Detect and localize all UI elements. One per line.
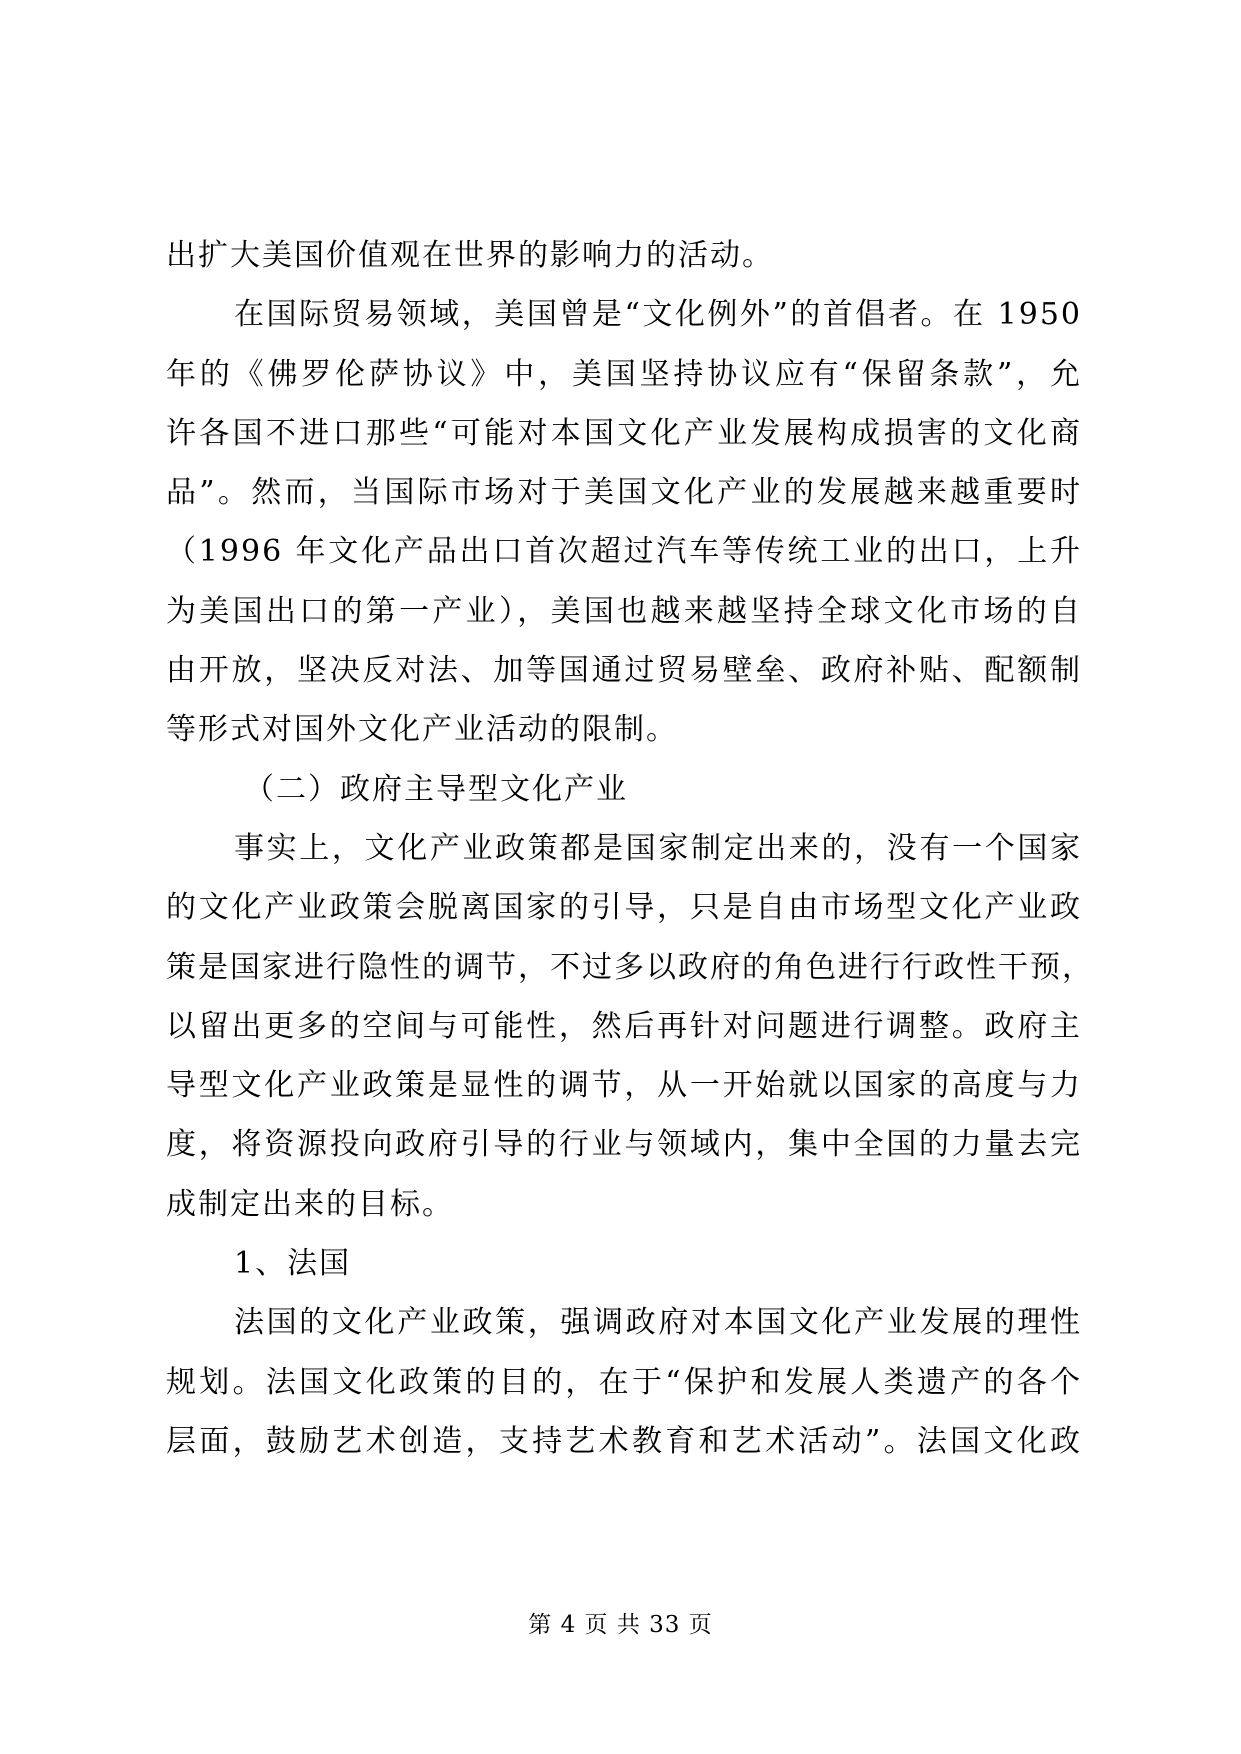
text-line: 在国际贸易领域，美国曾是“文化例外”的首倡者。在 1950 <box>234 297 1082 333</box>
text-line: 规划。法国文化政策的目的，在于“保护和发展人类遗产的各个 <box>166 1364 1082 1400</box>
text-line: 由开放，坚决反对法、加等国通过贸易壁垒、政府补贴、配额制 <box>166 653 1082 689</box>
paragraph-continuation <box>166 226 1082 285</box>
text-line: 导型文化产业政策是显性的调节，从一开始就以国家的高度与力 <box>166 1068 1082 1104</box>
section-heading: （二）政府主导型文化产业 <box>244 771 628 807</box>
paragraph-france <box>166 1293 1082 1471</box>
section-heading-government-led <box>166 760 1082 819</box>
text-line: 以留出更多的空间与可能性，然后再针对问题进行调整。政府主 <box>166 1008 1082 1044</box>
text-line: 许各国不进口那些“可能对本国文化产业发展构成损害的文化商 <box>166 415 1082 451</box>
text-line: 等形式对国外文化产业活动的限制。 <box>166 712 678 748</box>
text-line: 的文化产业政策会脱离国家的引导，只是自由市场型文化产业政 <box>166 890 1082 926</box>
text-line: 事实上，文化产业政策都是国家制定出来的，没有一个国家 <box>234 830 1082 866</box>
text-line: 年的《佛罗伦萨协议》中，美国坚持协议应有“保留条款”，允 <box>166 356 1082 392</box>
text-line: 出扩大美国价值观在世界的影响力的活动。 <box>166 238 774 273</box>
document-body <box>166 226 1094 1471</box>
text-line: （1996 年文化产品出口首次超过汽车等传统工业的出口，上升 <box>166 534 1082 570</box>
subsection-heading: 1、法国 <box>234 1246 352 1282</box>
text-line: 策是国家进行隐性的调节，不过多以政府的角色进行行政性干预， <box>166 949 1094 985</box>
text-line: 层面，鼓励艺术创造，支持艺术教育和艺术活动”。法国文化政 <box>166 1423 1082 1459</box>
text-line: 为美国出口的第一产业），美国也越来越坚持全球文化市场的自 <box>166 593 1082 629</box>
paragraph-policy <box>166 819 1094 1234</box>
text-line: 成制定出来的目标。 <box>166 1186 454 1222</box>
text-line: 度，将资源投向政府引导的行业与领域内，集中全国的力量去完 <box>166 1127 1082 1163</box>
text-line: 品”。然而，当国际市场对于美国文化产业的发展越来越重要时 <box>166 475 1082 511</box>
paragraph-international-trade <box>166 285 1082 759</box>
subsection-heading-france <box>166 1234 1082 1293</box>
page-footer: 第 4 页 共 33 页 <box>528 1612 713 1638</box>
text-line: 法国的文化产业政策，强调政府对本国文化产业发展的理性 <box>234 1305 1082 1341</box>
